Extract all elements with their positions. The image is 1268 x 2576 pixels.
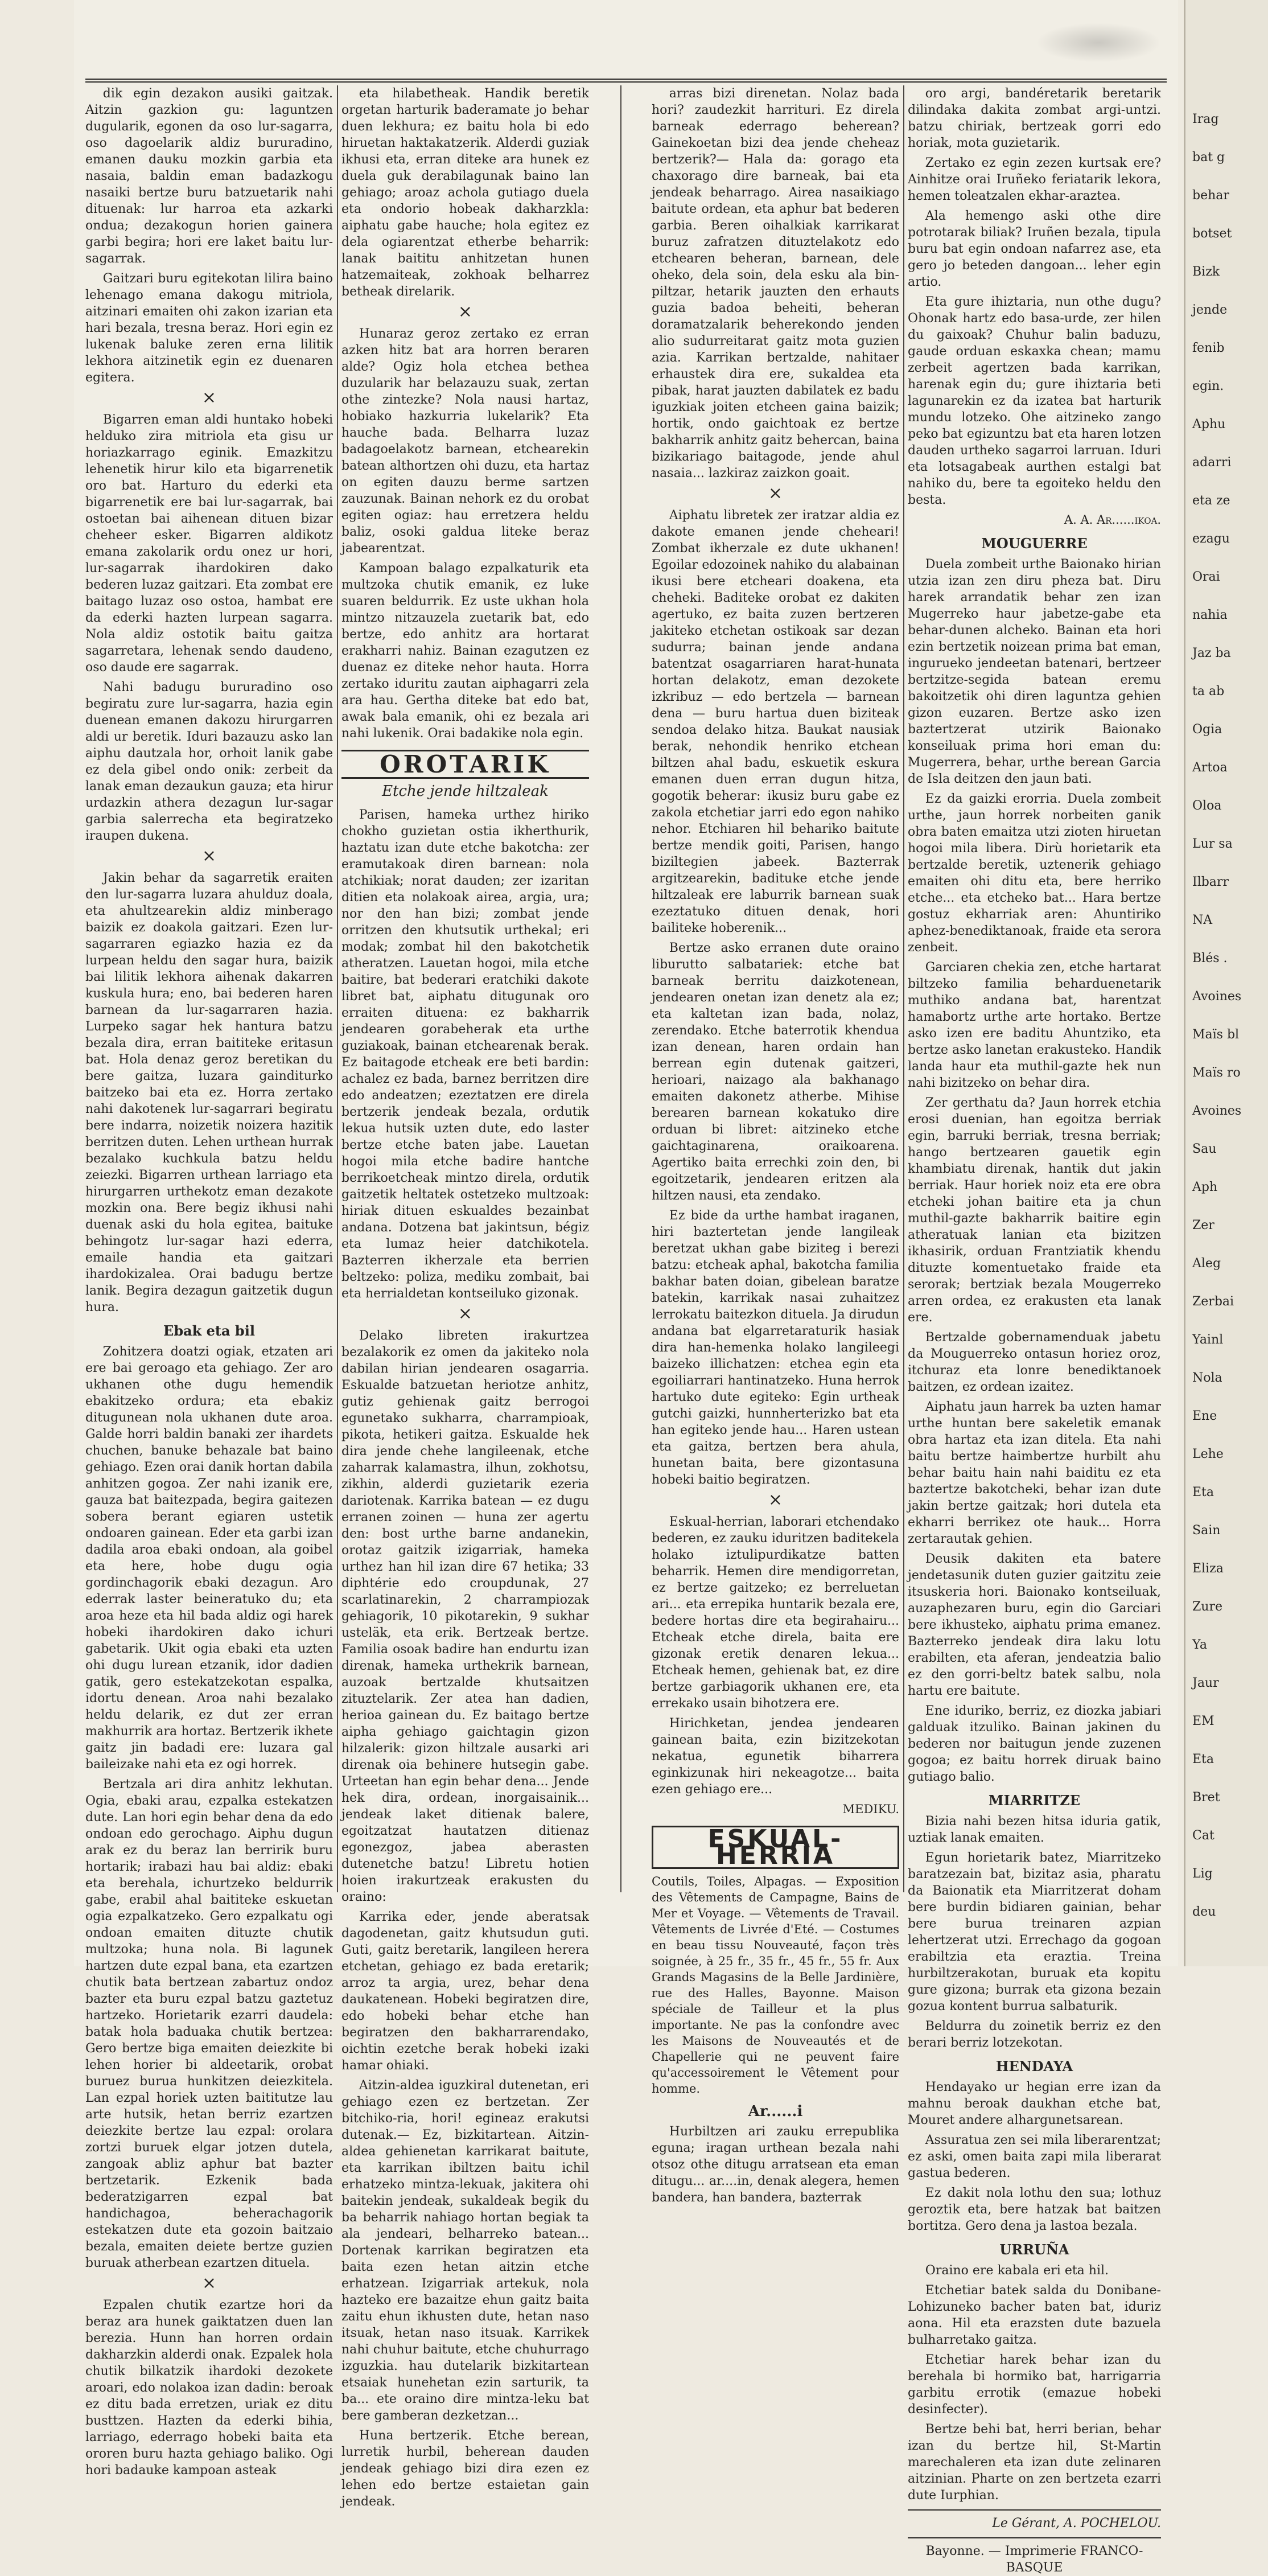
adjacent-page-fragment: Blés .: [1192, 951, 1228, 966]
adjacent-page-fragment: Artoa: [1192, 761, 1228, 775]
column-1: [85, 85, 333, 2478]
paragraph: Ezpalen chutik ezartze hori da beraz ara hunek gaiktatzen duen lan berezia. Hunn han horren ordain dakharzkin alderdi onak. Ezpalek hola chutik bilkatzik ihardoki dezokete aroari, edo nolakoa izan dadin: beroak ez ditu bada erretzen, uriak ez ditu busttzen. Hazten da ederki bihia, larriago, ederrago hobeki baita eta ororen buru hazta gehiago baliko. Ogi hori badauke kampoan asteak: [85, 2298, 333, 2478]
paragraph: Assuratua zen sei mila liberarentzat; ez aski, omen baita zapi mila liberarat gastua bederen.: [908, 2133, 1161, 2180]
section-separator: ×: [201, 2273, 217, 2293]
adjacent-page-fragment: Cat: [1192, 1829, 1215, 1843]
paragraph: Ala hemengo aski othe dire potrotarak biliak? Iruñen bezala, tipula buru bat egin ondoan nafarrez ase, eta gero jo beteden dangoan... leher egin artio.: [908, 209, 1161, 289]
ink-smudge: [1036, 23, 1161, 63]
paragraph: eta hilabetheak. Handik beretik orgetan harturik baderamate jo behar duen lekhura; ez baitu hola bi edo hiruetan haktakatzerik. Alderdi guziak ikhusi eta, erran diteke ara hunek ez duela guk derabilagunak baino lan gehiago; aroaz achola gutiago duela eta ondorio hobeak dakharzkla: aiphatu gabe hauche; hola egitez ez dela ogiarentzat etherbe beharrik: lanak baititu anhitzetan hunen hatzemaiteak, zokhoak belharrez betheak direlarik.: [341, 87, 589, 299]
paragraph: Etchetiar batek salda du Donibane-Lohizuneko bacher baten bat, iduriz aona. Hil eta erazsten dute bazuela bulharretako gaitza.: [908, 2283, 1161, 2347]
section-heading: MIARRITZE: [988, 1792, 1081, 1809]
adjacent-page-fragment: Eliza: [1192, 1562, 1224, 1576]
paragraph: Aiphatu jaun harrek ba uzten hamar urthe huntan bere sakeletik emanak obra hartaz eta izan ditela. Eta nahi baitu bertze haimbertze hurbilt ahu behar baitu hain nahi baiditu ez eta baztertze bakotcheki, behar izan dute jakin bertze gaitzak; hori dutela eta ekharri berrikez ote hauk... Horra zertarautak gehien.: [908, 1400, 1161, 1546]
adjacent-page-fragment: Jaur: [1192, 1676, 1219, 1690]
section-title: OROTARIK: [341, 750, 589, 779]
adjacent-page-fragment: behar: [1192, 188, 1229, 203]
signature: MEDIKU.: [842, 1802, 899, 1816]
adjacent-page-fragment: Ilbarr: [1192, 875, 1229, 889]
paragraph: Deusik dakiten eta batere jendetasunik duten guzier gaitzitu zeie itsuskeria hori. Baionako kontseiluak, auzaphezaren buru, egin dio Garciari bere ikhusteko, aiphatu prima emanez. Bazterreko jendeak dira laku lotu erabilten, eta aferan, jendeatzia balio ez den gorri-beltz batek salbu, nola hartu ere baitute.: [908, 1552, 1161, 1698]
paragraph: Etchetiar harek behar izan du berehala bi hormiko bat, harrigarria garbitu errotik (emazue hobeki desinfecter).: [908, 2353, 1161, 2417]
paragraph: Bertze asko erranen dute oraino liburutto salbatariek: etche bat barneak berritu daizkotenean, jendearen onetan izan denetz ala ez; eta kaltetan izan bada, nolaz, zerendako. Etche baterrotik khendua izan denean, haren ordain han berrean egin dutenak gaitzeri, herioari, naizago ala bakhanago emaiten dakonetz atherbe. Mihise berearen barnean kokatuko dire orduan bi libret: aitzineko etche gaichtaginarena, oraikoarena. Agertiko baita errechki zoin den, bi egoitzetarik, jendearen eritzen ala hiltzen nausi, eta zendako.: [652, 941, 899, 1203]
adjacent-page-fragment: Aleg: [1192, 1256, 1221, 1271]
paragraph: dik egin dezakon ausiki gaitzak. Aitzin gazkion gu: laguntzen dugularik, egonen da oso lur-sagarra, oso dagoelarik aldiz bururadino, emanen dauku mozkin garbia eta nasaia, baldin eman badazkogu nasaiki bertze buru batzuetarik nahi dituenak: lur harroa eta azkarki ondua; dezakogun horien gainera garbi begira; hori ere laket baitu lur-sagarrak.: [85, 87, 333, 266]
printer-imprint: Bayonne. — Imprimerie FRANCO-BASQUE: [908, 2537, 1161, 2576]
adjacent-page-fragment: Oloa: [1192, 799, 1222, 813]
paragraph: Bertzala ari dira anhitz lekhutan. Ogia, ebaki arau, ezpalka estekatzen dute. Lan hori egin behar dena da edo ondoan edo gerochago. Aiphu dugun arak ez du beraz lan berririk buru hortarik; irabazi hau bai aldiz: ebaki eta berehala, ichurtzeko beldurrik gabe, erabil ahal baititeke eskuetan ogia ezpalkatzeko. Gero ezpalkatu ogi ondoan emaiten dituzte chutik multzoka; huna nola. Bi lagunek hartzen dute ezpal bana, eta ezartzen chutik bata bertzean zabartuz ondoz bazter eta buru ezpal batzu gaztetuz hartzeko. Horietarik ezarri daudela: batak hola baduaka chutik bertzea: Gero bertze biga emaiten deiezkite bi lehen horier bi aldeetarik, orobat buruez burua hunkitzen deiezkitela. Lan ezpal horiek uzten baititutze lau arte hutsik, hetan berriz ezartzen deiezkite bertze lau ezpal: orolara zortzi buruek elgar jotzen dutela, zangoak abliz aphur bat bazter bertzetarik. Ezkenik bada bederatzigarren ezpal bat handichagoa, beherachagorik estekatzen dute eta gozoin baitzaio bezala, emaiten deiete bertze guzien buruak atherbean ezartzen dituela.: [85, 1777, 333, 2270]
adjacent-page-fragment: botset: [1192, 227, 1232, 241]
paragraph: Hirichketan, jendea jendearen gainean baita, ezin bizitzekotan nekatua, egunetik biharrera eginkizunak hiri nekeagotze... baita ezen gehiago ere...: [652, 1716, 899, 1797]
paragraph: Bertzalde gobernamenduak jabetu da Mouguerreko ontasun horiez oroz, itchuraz eta lonre benediktanoek baitzen, ez ordean izaitez.: [908, 1330, 1161, 1394]
adjacent-page-fragment: ta ab: [1192, 684, 1225, 699]
adjacent-page-fragment: NA: [1192, 913, 1213, 927]
adjacent-page-fragment: Nola: [1192, 1371, 1222, 1385]
paragraph: Hendayako ur hegian erre izan da mahnu beroak daukhan etche bat, Mouret andere alhargunetsarean.: [908, 2080, 1161, 2127]
column-rule-3: [903, 85, 904, 1892]
adjacent-page-fragment: Ene: [1192, 1409, 1217, 1423]
adjacent-page-fragment: Irag: [1192, 112, 1219, 126]
section-heading: URRUÑA: [999, 2241, 1069, 2258]
adjacent-page-fragment: Zure: [1192, 1600, 1222, 1614]
paragraph: Duela zombeit urthe Baionako hirian utzia izan zen diru pheza bat. Diru harek arrandatik behar zen izan Mugerreko haur jabetze-gabe eta behar-dunen alcheko. Bainan eta hori ezin bertzetik noizean prima bat eman, ingurueko jendeetan batenari, bertzeer bertzitze-segida batean eremu bakoitzetik ohi diren laguntza gehien gizon euzaren. Bertze asko izen baztertzerat utzirik Baionako konseiluak prima hori eman du: Mugerrera, behar, urthe berean Garcia de Isla deitzen den jaun bati.: [908, 557, 1161, 786]
adjacent-page-fragment: jende: [1192, 303, 1228, 317]
adjacent-page-fragment: ezagu: [1192, 532, 1230, 546]
adjacent-page-fragment: eta ze: [1192, 494, 1230, 508]
column-2: [341, 85, 589, 2509]
top-double-rule: [85, 79, 1167, 83]
adjacent-page-fragment: Maïs bl: [1192, 1028, 1240, 1042]
paragraph: oro argi, bandéretarik beretarik dilindaka dakita zombat argi-untzi. batzu chiriak, bertzeak gorri edo horiak, mota guzietarik.: [908, 87, 1161, 150]
adjacent-page-fragment: Avoines: [1192, 989, 1242, 1004]
paragraph: Ene iduriko, berriz, ez diozka jabiari galduak itzuliko. Bainan jakinen du bederen nor baitugun jende zuzenen gogoa; ez baitu horrek diruak baino gutiago balio.: [908, 1704, 1161, 1784]
section-heading: HENDAYA: [995, 2058, 1073, 2074]
adjacent-page-fragment: Lur sa: [1192, 837, 1233, 851]
adjacent-page-fragment: Yainl: [1192, 1333, 1224, 1347]
section-heading: Ebak eta bil: [163, 1322, 255, 1339]
column-4: [908, 85, 1161, 2575]
adjacent-page-fragment: fenib: [1192, 341, 1225, 355]
paragraph: Eskual-herrian, laborari etchendako bederen, ez zauku iduritzen baditekela holako iztulipurdikatze batten beharrik. Hemen dire mendigorretan, ez bertze gaitzeko; ez berreluetan ari... eta errepika huntarik bezala ere, bedere hortas dire eta begirahairu... Etcheak etche direla, baita ere gizonak eretik denaren lekua... Etcheak hemen, gehienak bat, ez dire bertze garbiagorik ukhanen ere, eta errekako usain bihotzera ere.: [652, 1515, 900, 1711]
signature: A. A. Ar......ikoa.: [1064, 513, 1161, 527]
adjacent-page-fragment: Zer: [1192, 1218, 1215, 1232]
adjacent-page-fragment: bat g: [1192, 150, 1225, 165]
paragraph: arras bizi direnetan. Nolaz bada hori? zaudezkit harrituri. Ez direla barneak ederrago beherean? Gainekoetan bizi dea jende cheheaz bertzerik?— Hala da: gorago eta chaxorago dire barneak, bai eta jendeak beharrago. Airea nasaikiago baitute ordean, eta aphur bat bederen garbia. Beren oihalkiak karrikarat buruz zafratzen dituztelakotz edo etchearen beheran, barnean, dele oheko, dela soin, dela esku ala bin-piltzar, hetarik jauzten den erhauts guzia badoa beheiti, beheran doramatzalarik beherekondo jenden alio sudurreitarat gaitz mota guzien azia. Karrikan bertzalde, nahitaer erhaustek dira ere, sukaldea eta pibak, harat jauzten dabilatek ez badu iguzkiak joiten etcheen gaina baizik; hortik, ondo gaichtoak ez bertze bakharrik anhitz gaitz behercan, baina bizikariago baitagode, jende ahul nasaia... lazkiraz zaizkon goait.: [652, 87, 899, 480]
adjacent-page-fragment: Eta: [1192, 1485, 1215, 1499]
adjacent-page-fragment: adarri: [1192, 455, 1232, 470]
paragraph: Bigarren eman aldi huntako hobeki helduko zira mitriola eta gisu ur horiazkarrago eginik. Emazkitzu lehenetik hirur kilo eta bigarrenetik oro bat. Harturo du ederki eta bigarrenetik ere bai lur-sagarrak, bai ostoetan bai aihenean dituen bizar cheheer esker. Bigarren aldikotz emana zakolarik ordu onez ur hori, lur-sagarrak ihardokiren dako bederen luzaz gaitzari. Eta zombat ere baitago luzaz oso ostoa, hambat ere da ederki hazten lurpean sagarra. Nola aldiz ostotik baitu gaitza sagarretara, lehenak sendo daudeno, oso daude ere sagarrak.: [85, 413, 333, 675]
gutter-rule: [620, 85, 621, 1892]
column-rule-1: [337, 85, 338, 1892]
paragraph: Nahi badugu bururadino oso begiratu zure lur-sagarra, hazia egin duenean emanen dakozu hirurgarren aldi ur beretik. Iduri bazauzu asko lan aiphu dautzala hor, orhoit lanik gabe ez dela gibel ondo onik: zerbeit da lanak eman dezaukun gauza; eta hirur urdazkin athera dezagun lur-sagar garbia salerrecha eta begiratzeko iraupen dukena.: [85, 680, 333, 843]
paragraph: Hurbiltzen ari zauku errepublika eguna; iragan urthean bezala nahi otsoz othe ditugu arratsean eta eman ditugu... ar....in, denak alegera, hemen bandera, han bandera, bazterrak: [652, 2125, 899, 2205]
adjacent-page-edge: [1184, 0, 1268, 1966]
paragraph: Zer gerthatu da? Jaun horrek etchia erosi duenian, han egoitza berriak egin, barruki berriak, tresna berriak; hango bertzearen gauetik egin khambiatu direnak, hantik dut jakin berriak. Haur horiek noiz eta ere obra etcheki johan baitire eta ja chun muthil-gazte bakharrik baitire egin atheratuak lanian eta bizitzen ikhasirik, orduan Frantziatik khendu dituzte komentuetako fraide eta serorak; bertziak bezala Mougerreko arren ordea, ez erakusten eta lanak ere.: [908, 1096, 1161, 1325]
adjacent-page-fragment: Bret: [1192, 1790, 1220, 1805]
adjacent-page-fragment: Ogia: [1192, 722, 1222, 737]
adjacent-page-fragment: Aph: [1192, 1180, 1218, 1194]
article-subtitle: Etche jende hiltzaleak: [382, 783, 549, 800]
gerant-line: Le Gérant, A. POCHELOU.: [908, 2509, 1161, 2532]
paragraph: Parisen, hameka urthez hiriko chokho guzietan ostia ikherthurik, haztatu izan dute etche bakotcha: zer eramutakoak diren barnean: nola atchikiak; norat dauden; zer izaritan ditien eta nolakoak airea, argia, ura; nor den han bizi; zombat jende orritzen den khutsutik urthekal; eri modak; zombat hil den bakotchetik atheratzen. Lauetan hogoi, mila etche baitire, bat bederari eratchiki dakote libret bat, aiphatu ditugunak oro erraiten dituena: ez bakharrik jendearen gorabeherak eta urthe guziakoak, bainan etchearenak berak. Ez baitagode etcheak ere beti bardin: achalez ez bada, barnez berritzen dire edo andeatzen; ezeztatzen ere direla bertzerik jendeak bezala, ordutik lekua hutsik uzten dute, edo laster bertze etche baten jabe. Lauetan hogoi mila etche badire hantche berrikoetcheak mintzo direla, ordutik gaitzetik heltatek ostetzeko multzoak: hiriak dituen eskualdes bezainbat andana. Dotzena bat jakintsun, bégiz eta lumaz heier datchikotela. Bazterren ikherzale eta berrien beltzeko: poliza, mediku zombait, bai eta herrialdetan kontseiluko gizonak.: [341, 808, 589, 1301]
adjacent-page-fragment: Eta: [1192, 1752, 1215, 1766]
section-heading: MOUGUERRE: [981, 535, 1088, 552]
section-separator: ×: [768, 1490, 783, 1510]
advertisement-body: Coutils, Toiles, Alpagas. — Exposition des Vêtements de Campagne, Bains de Mer et Voyage. — Vêtements de Travail. Vêtements de Livrée d'Eté. — Costumes en beau tissu Nouveauté, façon très soignée, à 25 fr., 35 fr., 45 fr., 55 fr. Aux Grands Magasins de la Belle Jardinière, rue des Halles, Bayonne. Maison spéciale de Tailleur et la plus importante. Ne pas la confondre avec les Maisons de Nouveautés et de Chapellerie qui ne peuvent faire qu'accessoirement le Vêtement pour homme.: [652, 1875, 899, 2096]
adjacent-page-fragment: Aphu: [1192, 417, 1226, 432]
paragraph: Bertze behi bat, herri berian, behar izan du bertze hil, St-Martin marechaleren eta izan dute zelinaren aitzinian. Pharte on zen bertzeta ezarri dute Iurphian.: [908, 2422, 1161, 2503]
adjacent-page-fragment: Zerbai: [1192, 1295, 1234, 1309]
adjacent-page-fragment: Ya: [1192, 1638, 1207, 1652]
adjacent-page-fragment: Lig: [1192, 1867, 1213, 1881]
column-3: [652, 85, 900, 2205]
paragraph: Zohitzera doatzi ogiak, etzaten ari ere bai geroago eta gehiago. Zer aro ukhanen othe dugu hemendik ebakitzeko ordura; eta ebakiz ditugunean nola ukhanen dute aroa. Galde horri baldin banaki zer ihardets chuchen, banuke behazale bat baino gehiago. Ezen orai danik hortan dabila anhitzen gogoa. Zer nahi izanik ere, gauza bat baitezpada, begira gaitezen sobera berant egiaren ustetik ondoaren gainean. Eder eta garbi izan dadila aroa ebaki ondoan, ala goibel eta here, hobe dugu ogia gordinchagorik ebaki dezagun. Aro ederrak laster beineratuko du; eta aroa heze eta hil bada aldiz ogi harek hobeki ihardokiren dako ichuri gabetarik. Ukit ogia ebaki eta uzten ohi dugu lurean etzanik, idor dadien gatik, gero estekatzekotan espalka, idortu denean. Aroa nahi bezalako heldu delarik, ez dut zer erran makhurrik ara hortaz. Bertzerik ikhete gaitz jin badadi ere: luzara gal baileizake nahi eta ez ogi horrek.: [85, 1345, 333, 1772]
paragraph: Beldurra du zoinetik berriz ez den berari berriz lotzekotan.: [908, 2019, 1161, 2050]
adjacent-page-fragment: Bizk: [1192, 265, 1220, 279]
paragraph: Zertako ez egin zezen kurtsak ere? Ainhitze orai Iruñeko feriatarik lekora, hemen toleatzalen ekhar-araztea.: [908, 156, 1161, 203]
adjacent-page-fragment: Jaz ba: [1192, 646, 1231, 660]
paragraph: Bizia nahi bezen hitsa iduria gatik, uztiak lanak emaiten.: [908, 1814, 1161, 1845]
adjacent-page-fragment: nahia: [1192, 608, 1228, 622]
section-separator: ×: [201, 846, 217, 866]
adjacent-page-fragment: deu: [1192, 1905, 1216, 1919]
section-separator: ×: [458, 1304, 473, 1324]
adjacent-page-fragment: Orai: [1192, 570, 1220, 584]
section-separator: ×: [201, 388, 217, 408]
paragraph: Gaitzari buru egitekotan lilira baino lehenago emana dakogu mitriola, aitzinari emaiten ohi zakon izarian eta hari bezala, tresna beraz. Hori egin ez lukenak baluke zeren erna lilitik lekhora aitzinetik egin ez duenaren egitera.: [85, 272, 333, 385]
paragraph: Oraino ere kabala eri eta hil.: [925, 2263, 1109, 2278]
adjacent-page-fragment: Sau: [1192, 1142, 1217, 1156]
paragraph: Aiphatu libretek zer iratzar aldia ez dakote emanen jende cheheari! Zombat ikherzale ez dute ukhanen! Egoilar edozoinek nahiko du alabainan ikusi bere etcheari doakena, eta cheheki. Baditeke orobat ez dakiten agertuko, ez baita zuzen bertzeren jakiteko etchetan ostikoak sar dezan sudurra; bainan jende andana batentzat osagarriaren harat-hunata hortan delakotz, eman dezokete izkribuz — edo bertzela — barnean dena — buru hartua duen biziteak sendoa delako hitza. Baukat nausiak berak, nehondik henriko etchean biltzen ahal badu, eskuetik eskura emanen duen erran dugun hitza, gogotik beherar: ikusiz buru gabe ez zakola etchetiar jarri edo egon nahiko nehor. Etchiaren hil behariko baitute bertze mendik goiti, Parisen, hango biziltegien jabeek. Bazterrak argitzearekin, badituke etche jende hiltzaleak ere laburrik barnean suak ezeztatuko dituen denak, hori bailiteke hoberenik...: [652, 508, 899, 935]
advertisement-title: ESKUAL-HERRIA: [652, 1826, 899, 1869]
paragraph: Delako libreten irakurtzea bezalakorik ez omen da jakiteko nola dabilan hirian jendearen osagarria. Eskualde batzuetan heriotze anhitz, gutiz gehienak gaitz berrogoi egunetako sukharra, charrampioak, pikota, hetikeri gaitza. Eskualde hek dira jende chehe langileenak, etche zaharrak kalamastra, ilhun, zokhotsu, zikhin, alderdi guzietarik ezeria dariotenak. Karrika batean — ez dugu erranen zoinen — huna zer agertu den: bost urthe barne andanekin, orotaz gaitzik izigarriak, hameka urthez han hil izan dire 67 hetika; 33 diphtérie edo croupdunak, 27 scarlatinarekin, 2 charrampiozak gehiagorik, 10 pikotarekin, 9 sukhar usteläk, eta erik. Bertzeak bertze. Familia osoak badire han endurtu izan direnak, hameka urthekrik barnean, auzoak bertzalde khutsaitzen zituztelarik. Zer atea han dadien, herioa gainean du. Ez baitago bertze aipha gehiago gaichtagin gizon hilzalerik: gizon hiltzale ausarki ari direnak oia behinere hutsegin gabe. Urteetan han egin behar dena... Jende hek dira, ordean, inorgaisainik... jendeak laket ditienak balere, egoitzatzat hautatzen ditienaz egonezgoz, jabea aberasten dutenetche batzu! Libretu hotien hoien irakurtzeak erakusten du oraino:: [341, 1329, 589, 1904]
paragraph: Karrika eder, jende aberatsak dagodenetan, gaitz khutsudun guti. Guti, gaitz beretarik, langileen herera etchetan, gehiago ez bada eretarik; arroz ta argia, urez, behar dena daukatenean. Hobeki begiratzen dire, edo hobeki behar etche han begiratzen den bakharrarendako, oichtin ezetche berak hobeki izaki hamar ohiaki.: [341, 1910, 589, 2073]
paragraph: Huna bertzerik. Etche berean, lurretik hurbil, beherean dauden jendeak gehiago bizi dira ezen ez lehen edo bertze estaietan gain jendeak.: [341, 2429, 589, 2509]
adjacent-page-fragment: Maïs ro: [1192, 1066, 1241, 1080]
paragraph: Ez da gaizki erorria. Duela zombeit urthe, jaun horrek norbeiten ganik obra baten emaitza utzi zioten hiruetan hogoi mila libera. Dirù horietarik eta bertzalde beretik, uztenerik gehiago emaiten ohi ditu eta, bere herriko etche... eta etcheko bat... Hara bertze gostuz ekharriak aren: Ahuntiriko aphez-benediktanoak, fraide eta serora zenbeit.: [908, 792, 1161, 955]
paragraph: Eta gure ihiztaria, nun othe dugu? Ohonak hartz edo basa-urde, zer hilen du gaixoak? Chuhur balin baduzu, gaude orduan eskaxka chean; mamu zerbeit agertzen bada karrikan, harenak egin du; gure ihiztaria beti lagunarekin ez da izatea bat harturik mundu lotzeko. Ohe aitzineko zango peko bat egizuntzu bat eta haren lotzen dauden urtheko sagarroi larruan. Iduri eta lotsagabeak aurthen estalgi bat nahiko du, bere ta egoiteko heldu den besta.: [908, 295, 1161, 507]
adjacent-page-fragment: egin.: [1192, 379, 1224, 393]
paragraph: Aitzin-aldea iguzkiral dutenetan, eri gehiago ezen ez bertzetan. Zer bitchiko-ria, hori! egineaz erakutsi dutenak.— Ez, bizkitartean. Aitzin-aldea gehienetan karrikarat baitute, eta karrikan ibiltzen baitu ichil erhatzeko mintza-lekuak, jakitera ohi baitekin jendeak, sukaldeak begik du ba beharrik nahiago hortan begiak ta ala jendeari, belharreko batean... Dortenak karrikan begiratzen eta baita ezen hetan aitzin etche erhatzean. Izigarriak artekuk, nola hazteko ere bazaitze ehun gaitz baita zaitu ehun ikhusten dute, hetan naso itsuak, hetan naso itsuak. Karrikek nahi chuhur baitute, etche chuhurrago izguzkia. hau dutelarik bizkitartean etsaiak hunehetan ezin sarturik, ta ba... ete oraino dire mintza-leku bat bere gamberan dezketzan...: [341, 2078, 589, 2423]
paragraph: Hunaraz geroz zertako ez erran azken hitz bat ara horren beraren alde? Ogiz hola etchea betheа duzularik har belazauzu suak, zertan othe zintezke? Nola nausi hartaz, hobiako hazkurria lukelarik? Eta hauche bada. Belharra luzaz badagoelakotz barnean, etchearekin batean althortzen ohi duzu, eta hartaz on egiten dauzu berme sartzen zauzunak. Bainan nehork ez du orobat egiten ogiaz: hau erretzera heldu baliz, osoki galdua liteke beraz jabearentzat.: [341, 327, 589, 556]
article-heading: Ar......i: [748, 2103, 803, 2120]
section-separator: ×: [458, 302, 473, 322]
paragraph: Ez dakit nola lothu den sua; lothuz geroztik eta, bere hatzak bat baitzen bortitza. Gero dena ja lastoa bezala.: [908, 2186, 1161, 2233]
adjacent-page-fragment: EM: [1192, 1714, 1215, 1728]
paragraph: Jakin behar da sagarretik eraiten den lur-sagarra luzara ahulduz doala, eta ahultzearekin aldiz minberago baizik ez doakola gaitzari. Ezen lur-sagarraren egiazko hazia ez da lurpean heldu den sagar hura, baizik bai lilitik lekhora aihenak dakarren kuskula hura; eno, bai bederen haren barnean da lur-sagarraren hazia. Lurpeko sagar hek hantura batzu bezala dira, erran baititeke eritasun bat. Hola denaz geroz beretikan du bere gaitza, luzara gainditurko baitzeko bai eta ez. Horra zertako nahi dakotenek lur-sagarrari begiratu bere indarra, noizetik noizera hazitik berritzen duten. Lehen urthean hurrak bezalako kuchkula batzu heldu zeiezki. Bigarren urthean larriago eta hirurgarren urthekotz eman dezakote mozkin ona. Bere begiz ikhusi nahi duenak aski du hola egitea, baituke behingotz lur-sagar hazi ederra, emaile handia eta gaitzari ihardokizalea. Orai badugu bertze lanik. Begira dezagun gaitzetik dugun hura.: [85, 871, 333, 1314]
adjacent-page-fragment: Sain: [1192, 1523, 1221, 1538]
paragraph: Ez bide da urthe hambat iraganen, hiri baztertetan jende langileak beretzat ukhan gabe biziteg i berezi batzu: etcheak aphal, bakotcha familia bakhar baten doian, gibelean baratze batekin, karrikak nasai zuhaitzez lerrokatu baitezkon dituela. Ja dirudun andana bat elgarretaraturik hasiak dira han-hemenka holako langileegi baizeko illichatzen: etchea egin eta egoiliarrari hantinatzeko. Huna herrok hartuko dute egiteko: Egin urtheak gutchi gaizki, hunnherterizko bat eta han egiteko jende hau... Haren ustean eta gaitza, bertzen bera ahula, hunetan baita, bere gizontasuna hobeki baitio begiratzen.: [652, 1209, 899, 1487]
paragraph: Egun horietarik batez, Miarritzeko baratzezain bat, bizitaz asia, pharatu da Baionatik eta Miarritzerat doham bere burdin bidiaren gainian, behar bere burua treinaren azpian lehertzerat utzi. Errechago da gogoan erabiltzia eta eraztia. Treina hurbiltzerakotan, buruak eta kopitu gure gizona; burrak eta gizona bezain gozua kontent burrua salbaturik.: [908, 1851, 1161, 2014]
section-separator: ×: [768, 483, 783, 503]
adjacent-page-fragment: Lehe: [1192, 1447, 1224, 1461]
paragraph: Garciaren chekia zen, etche hartarat biltzeko familia beharduenetarik muthiko andana bat, harentzat hamabortz urthe arte hortako. Bertze asko izen ere baditu Ahuntziko, eta bertze asko lanetan erakusteko. Handik landa haur eta muthil-gazte hek nun nahi bizitzeko on behar dira.: [908, 960, 1161, 1090]
paragraph: Kampoan balago ezpalkaturik eta multzoka chutik emanik, ez luke suaren beldurrik. Ez uste ukhan hola mintzo nitzauzela zuetarik bat, edo bertze, edo anhitz ara hortarat erakharri nahiz. Bainan ezagutzen ez duenaz ez diteke nehor hauta. Horra zertako iduritu zautan aiphagarri zela ara hau. Gertha diteke bat edo bat, awak bala emanik, ohi ez bezala ari nahi lukenik. Orai badakike nola egin.: [341, 561, 589, 741]
adjacent-page-fragment: Avoines: [1192, 1104, 1242, 1118]
